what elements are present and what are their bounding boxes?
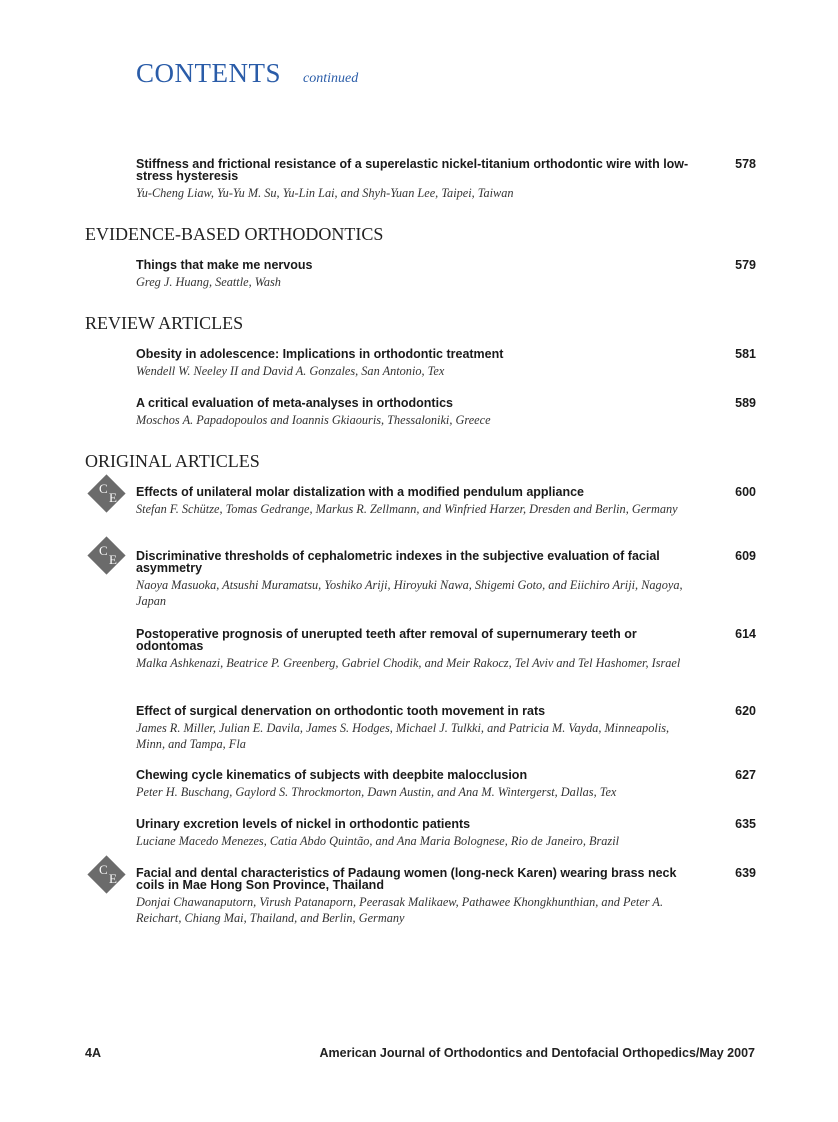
page-number: 620 (735, 704, 756, 718)
page-number: 614 (735, 627, 756, 641)
page-number: 600 (735, 485, 756, 499)
footer-page-number: 4A (85, 1046, 101, 1060)
section-heading-original: ORIGINAL ARTICLES (85, 451, 260, 471)
article-authors: Luciane Macedo Menezes, Catia Abdo Quintão, and Ana Maria Bolognese, Rio de Janeiro, Brazil (136, 834, 620, 848)
ce-badge-icon: C E (88, 537, 126, 575)
page-number: 589 (735, 396, 756, 410)
page-subtitle: continued (303, 71, 359, 86)
article-authors: Moschos A. Papadopoulos and Ioannis Gkiaouris, Thessaloniki, Greece (136, 413, 491, 427)
article-authors: Stefan F. Schütze, Tomas Gedrange, Markus R. Zellmann, and Winfried Harzer, Dresden and Berlin, Germany (136, 502, 678, 516)
toc-entry[interactable] (136, 158, 756, 201)
page-number: 639 (735, 866, 756, 880)
page-number: 635 (735, 817, 756, 831)
footer-journal: American Journal of Orthodontics and Dentofacial Orthopedics/May 2007 (319, 1046, 755, 1060)
article-title[interactable]: Chewing cycle kinematics of subjects with deepbite malocclusion (136, 768, 528, 782)
page-number: 579 (735, 258, 756, 272)
article-authors: Donjai Chawanaputorn, Virush Patanaporn, Peerasak Malikaew, Pathawee Khongkhunthian, and Peter A. Reichart, Chiang Mai, Thailand, and Berlin, Germany (136, 895, 664, 925)
article-title[interactable]: Discriminative thresholds of cephalometric indexes in the subjective evaluation of facial asymmetry (136, 549, 660, 575)
article-title[interactable]: Obesity in adolescence: Implications in orthodontic treatment (136, 347, 504, 361)
ce-badge-icon: C E (88, 856, 126, 894)
toc-entry[interactable] (136, 397, 756, 428)
article-title[interactable]: Things that make me nervous (136, 258, 313, 272)
article-title[interactable]: Effects of unilateral molar distalization with a modified pendulum appliance (136, 485, 584, 499)
article-title[interactable]: Stiffness and frictional resistance of a superelastic nickel-titanium orthodontic wire with low-stress hysteresis (136, 157, 689, 183)
page-title: CONTENTS (136, 58, 281, 88)
article-authors: Yu-Cheng Liaw, Yu-Yu M. Su, Yu-Lin Lai, and Shyh-Yuan Lee, Taipei, Taiwan (136, 186, 514, 200)
toc-entry[interactable] (136, 348, 756, 379)
toc-entry[interactable] (136, 867, 756, 926)
page-number: 627 (735, 768, 756, 782)
article-authors: Peter H. Buschang, Gaylord S. Throckmorton, Dawn Austin, and Ana M. Wintergerst, Dallas, Tex (136, 785, 617, 799)
article-title[interactable]: Postoperative prognosis of unerupted teeth after removal of supernumerary teeth or odontomas (136, 627, 637, 653)
page-header (136, 58, 358, 89)
article-authors: Wendell W. Neeley II and David A. Gonzales, San Antonio, Tex (136, 364, 445, 378)
toc-entry[interactable] (136, 628, 756, 671)
toc-entry[interactable] (136, 550, 756, 609)
ce-badge-icon: C E (88, 475, 126, 513)
article-title[interactable]: Facial and dental characteristics of Padaung women (long-neck Karen) wearing brass neck coils in Mae Hong Son Province, Thailand (136, 866, 677, 892)
toc-entry[interactable] (136, 769, 756, 800)
article-title[interactable]: Effect of surgical denervation on orthodontic tooth movement in rats (136, 704, 546, 718)
toc-entry[interactable] (136, 486, 756, 517)
page-number: 578 (735, 157, 756, 171)
section-heading-evidence: EVIDENCE-BASED ORTHODONTICS (85, 224, 384, 244)
page-number: 609 (735, 549, 756, 563)
article-authors: Naoya Masuoka, Atsushi Muramatsu, Yoshiko Ariji, Hiroyuki Nawa, Shigemi Goto, and Eiichiro Ariji, Nagoya, Japan (136, 578, 683, 608)
article-authors: Greg J. Huang, Seattle, Wash (136, 275, 281, 289)
toc-entry[interactable] (136, 259, 756, 290)
toc-entry[interactable] (136, 705, 756, 752)
toc-entry[interactable] (136, 818, 756, 849)
page-number: 581 (735, 347, 756, 361)
article-title[interactable]: A critical evaluation of meta-analyses in orthodontics (136, 396, 453, 410)
article-authors: Malka Ashkenazi, Beatrice P. Greenberg, Gabriel Chodik, and Meir Rakocz, Tel Aviv and Tel Hashomer, Israel (136, 656, 681, 670)
article-title[interactable]: Urinary excretion levels of nickel in orthodontic patients (136, 817, 471, 831)
article-authors: James R. Miller, Julian E. Davila, James S. Hodges, Michael J. Tulkki, and Patricia M. Vayda, Minneapolis, Minn, and Tampa, Fla (136, 721, 670, 751)
section-heading-review: REVIEW ARTICLES (85, 313, 244, 333)
